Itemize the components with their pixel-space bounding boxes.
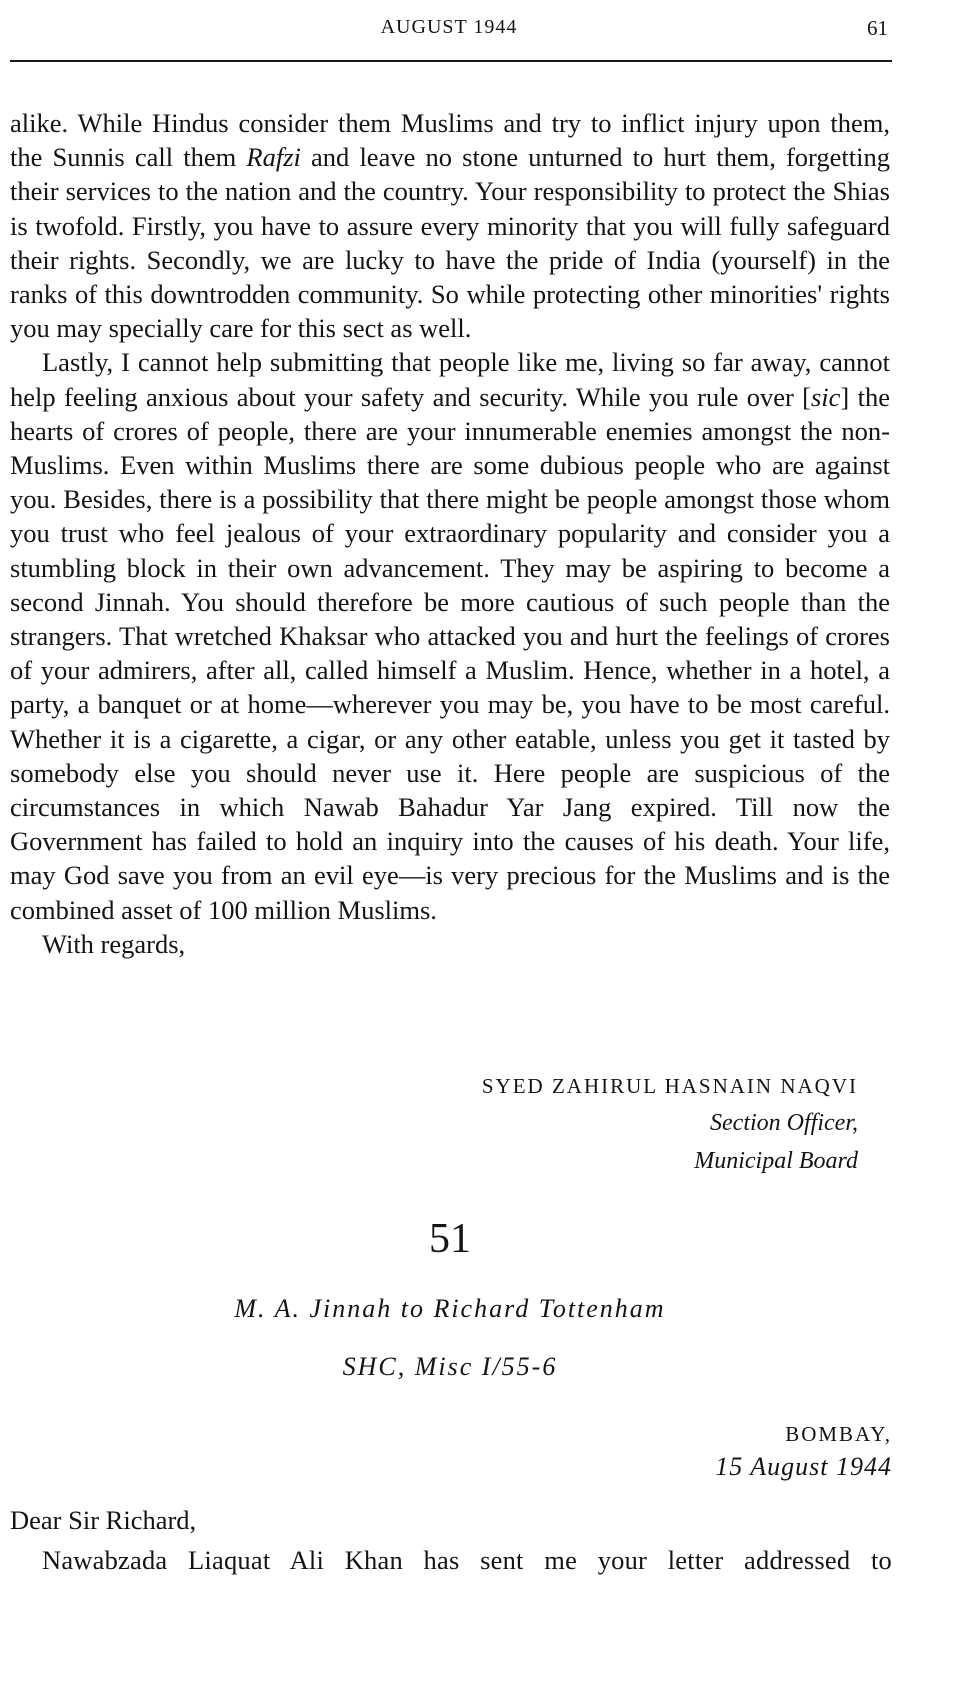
signatory-title: Section Officer, [710, 1110, 858, 1136]
letter-body [10, 106, 890, 961]
header-rule [10, 60, 892, 62]
paragraph-2: Lastly, I cannot help submitting that people like me, living so far away, cannot help feeling anxious about your safety and security. While you rule over [sic] the hearts of crores of people, there are your innumerable enemies amongst the non-Muslims. Even within Muslims there are some dubious people who are against you. Besides, there is a possibility that there might be people amongst those whom you trust who feel jealous of your extraordinary popularity and consider you a stumbling block in their own advancement. They may be aspiring to become a second Jinnah. You should therefore be more cautious of such people than the strangers. That wretched Khaksar who attacked you and hurt the feelings of crores of your admirers, after all, called himself a Muslim. Hence, whether in a hotel, a party, a banquet or at home—wherever you may be, you have to be most careful. Whether it is a cigarette, a cigar, or any other eatable, unless you get it tasted by somebody else you should never use it. Here people are suspicious of the circumstances in which Nawab Bahadur Yar Jang expired. Till now the Government has failed to hold an inquiry into the causes of his death. Your life, may God save you from an evil eye—is very precious for the Muslims and is the combined asset of 100 million Muslims. [10, 347, 890, 925]
running-head [10, 14, 888, 44]
running-title: AUGUST 1944 [380, 16, 518, 38]
letter-place: BOMBAY, [785, 1422, 892, 1446]
document-source: SHC, Misc I/55-6 [342, 1352, 558, 1381]
signatory-organization: Municipal Board [694, 1148, 858, 1174]
document-heading: M. A. Jinnah to Richard Tottenham [234, 1294, 666, 1323]
salutation: Dear Sir Richard, [10, 1505, 197, 1535]
signature-block [482, 1068, 858, 1180]
signatory-name: SYED ZAHIRUL HASNAIN NAQVI [481, 1074, 858, 1098]
document-number: 51 [429, 1216, 471, 1262]
closing-line: With regards, [42, 928, 186, 959]
opening-line: Nawabzada Liaquat Ali Khan has sent me your letter addressed to [42, 1545, 892, 1575]
paragraph-1: alike. While Hindus consider them Muslims and try to inflict injury upon them, the Sunnis call them Rafzi and leave no stone unturned to hurt them, forgetting their services to the nation and the country. Your responsibility to protect the Shias is twofold. Firstly, you have to assure every minority that you will fully safeguard their rights. Secondly, we are lucky to have the pride of India (yourself) in the ranks of this downtrodden community. So while protecting other minorities' rights you may specially care for this sect as well. [10, 108, 890, 344]
page-number: 61 [867, 16, 888, 40]
letter-date: 15 August 1944 [715, 1452, 892, 1481]
